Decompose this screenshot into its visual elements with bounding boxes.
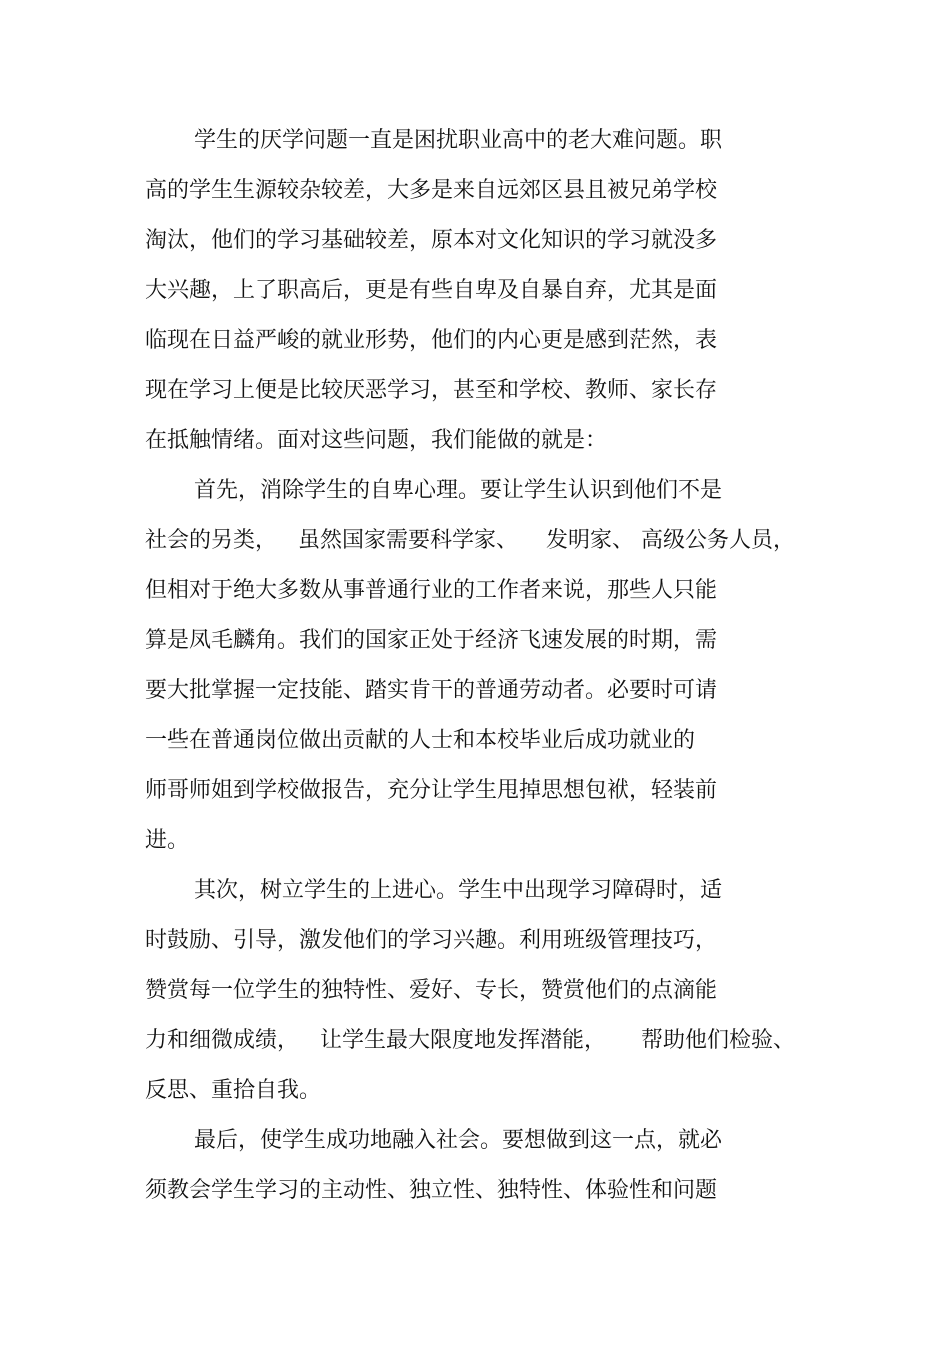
paragraph-2-line-4: 算是凤毛麟角。我们的国家正处于经济飞速发展的时期，需 (145, 628, 718, 653)
paragraph-2-line-5: 要大批掌握一定技能、踏实肯干的普通劳动者。必要时可请 (145, 678, 718, 703)
paragraph-3-line-1: 其次，树立学生的上进心。学生中出现学习障碍时，适 (194, 878, 723, 903)
paragraph-2-line-1: 首先，消除学生的自卑心理。要让学生认识到他们不是 (194, 478, 723, 503)
paragraph-1-line-1: 学生的厌学问题一直是困扰职业高中的老大难问题。职 (194, 128, 723, 153)
paragraph-2-line-2: 社会的另类， 虽然国家需要科学家、 发明家、 高级公务人员， (145, 528, 795, 553)
paragraph-2-line-6: 一些在普通岗位做出贡献的人士和本校毕业后成功就业的 (145, 728, 696, 753)
paragraph-3-line-5: 反思、重拾自我。 (145, 1078, 322, 1103)
paragraph-4-line-2: 须教会学生学习的主动性、独立性、独特性、体验性和问题 (145, 1178, 718, 1203)
paragraph-1-line-7: 在抵触情绪。面对这些问题，我们能做的就是： (145, 428, 608, 453)
paragraph-3-line-4: 力和细微成绩， 让学生最大限度地发挥潜能， 帮助他们检验、 (145, 1028, 795, 1053)
paragraph-3-line-3: 赞赏每一位学生的独特性、爱好、专长，赞赏他们的点滴能 (145, 978, 718, 1003)
paragraph-2-line-8: 进。 (145, 828, 190, 853)
paragraph-1-line-6: 现在学习上便是比较厌恶学习，甚至和学校、教师、家长存 (145, 378, 718, 403)
paragraph-3-line-2: 时鼓励、引导，激发他们的学习兴趣。利用班级管理技巧， (145, 928, 718, 953)
paragraph-1-line-4: 大兴趣，上了职高后，更是有些自卑及自暴自弃，尤其是面 (145, 278, 718, 303)
paragraph-2-line-7: 师哥师姐到学校做报告，充分让学生甩掉思想包袱，轻装前 (145, 778, 718, 803)
paragraph-4-line-1: 最后，使学生成功地融入社会。要想做到这一点，就必 (194, 1128, 723, 1153)
paragraph-1-line-5: 临现在日益严峻的就业形势，他们的内心更是感到茫然，表 (145, 328, 718, 353)
paragraph-1-line-2: 高的学生生源较杂较差，大多是来自远郊区县且被兄弟学校 (145, 178, 718, 203)
paragraph-1-line-3: 淘汰，他们的学习基础较差，原本对文化知识的学习就没多 (145, 228, 718, 253)
paragraph-2-line-3: 但相对于绝大多数从事普通行业的工作者来说，那些人只能 (145, 578, 718, 603)
